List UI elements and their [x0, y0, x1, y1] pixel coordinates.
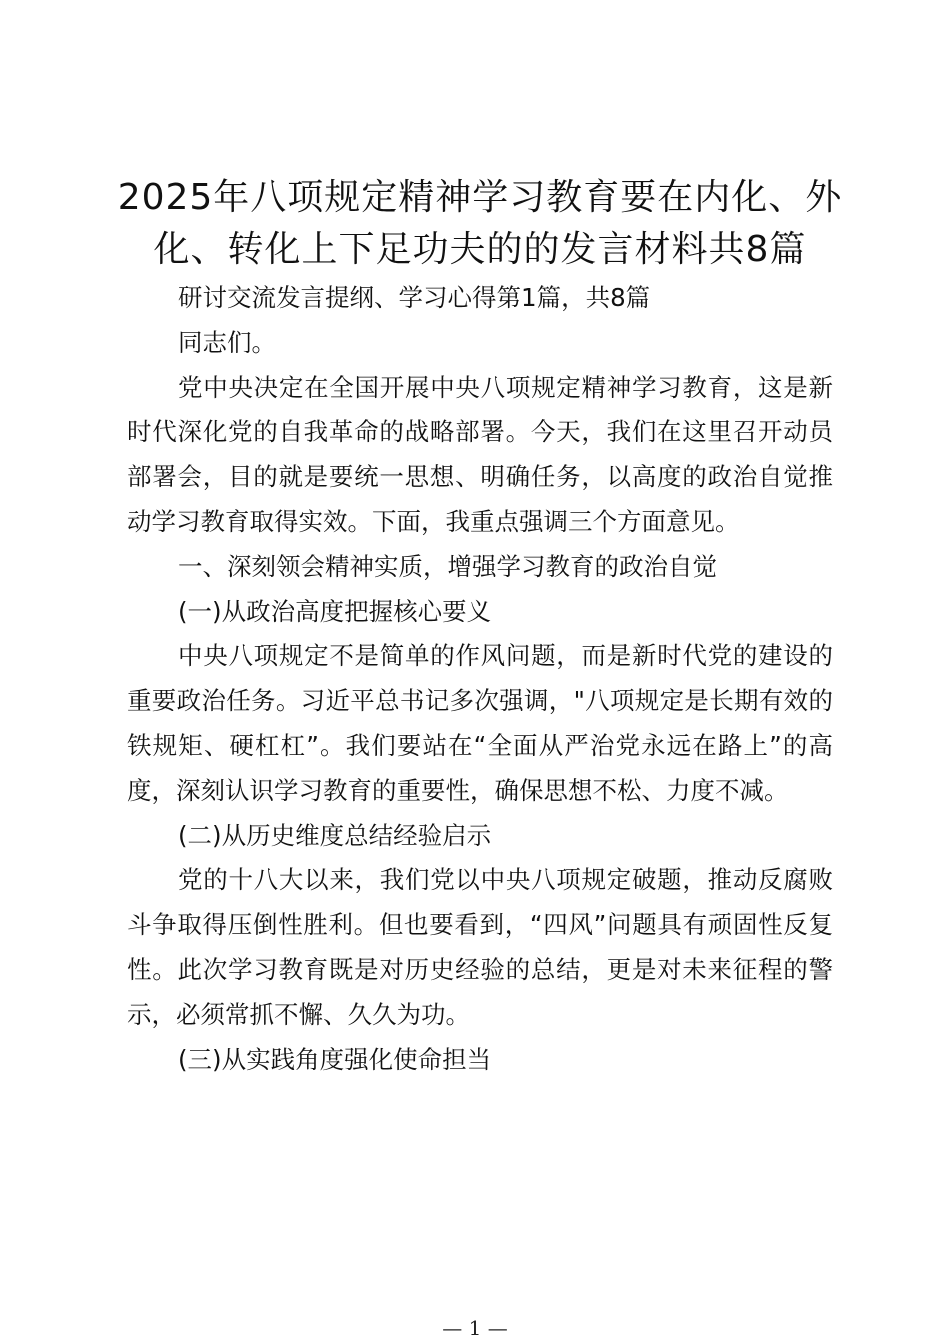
subsection-heading-1: (一)从政治高度把握核心要义 [178, 596, 492, 626]
subsection-heading-2: (二)从历史维度总结经验启示 [178, 820, 492, 850]
body-paragraph-2: 党的十八大以来，我们党以中央八项规定破题，推动反腐败斗争取得压倒性胜利。但也要看到，“四风”问题具有顽固性反复性。此次学习教育既是对历史经验的总结，更是对未来征程的警示，必须常抓不懈、久久为功。 [127, 865, 833, 1029]
document-title: 2025年八项规定精神学习教育要在内化、外化、转化上下足功夫的的发言材料共8篇 [117, 177, 843, 270]
section-heading-1: 一、深刻领会精神实质，增强学习教育的政治自觉 [178, 551, 717, 581]
salutation: 同志们。 [178, 327, 276, 357]
subsection-heading-3: (三)从实践角度强化使命担当 [178, 1044, 492, 1074]
body-paragraph-1: 中央八项规定不是简单的作风问题，而是新时代党的建设的重要政治任务。习近平总书记多次强调，"八项规定是长期有效的铁规矩、硬杠杠”。我们要站在“全面从严治党永远在路上”的高度，深刻认识学习教育的重要性，确保思想不松、力度不减。 [127, 641, 833, 805]
document-body [127, 276, 833, 1082]
intro-paragraph: 党中央决定在全国开展中央八项规定精神学习教育，这是新时代深化党的自我革命的战略部署。今天，我们在这里召开动员部署会，目的就是要统一思想、明确任务，以高度的政治自觉推动学习教育取得实效。下面，我重点强调三个方面意见。 [127, 372, 833, 536]
page-number: — 1 — [442, 1316, 508, 1340]
subtitle-line: 研讨交流发言提纲、学习心得第1篇，共8篇 [178, 283, 651, 312]
